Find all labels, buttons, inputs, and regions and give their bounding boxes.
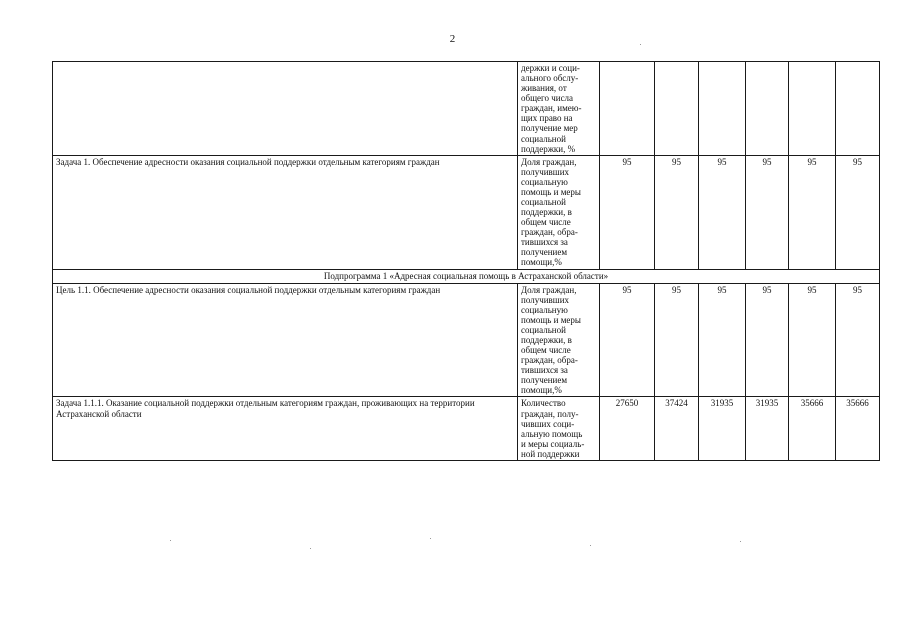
indicator-name: держки и соци- ального обслу- живания, от общего числа граждан, имею- щих право на получение мер социальной поддержки, % — [518, 62, 600, 156]
page-number: 2 — [449, 33, 456, 45]
indicator-value: 95 — [836, 283, 880, 397]
indicator-value: 95 — [746, 283, 789, 397]
subprogram-title: Подпрограмма 1 «Адресная социальная помощь в Астраханской области» — [53, 269, 880, 283]
indicator-value: 95 — [836, 155, 880, 269]
table-row — [53, 397, 880, 460]
indicator-value: 35666 — [789, 397, 836, 460]
table-row — [53, 283, 880, 397]
goal-task-label: Цель 1.1. Обеспечение адресности оказания социальной поддержки отдельным категориям граждан — [53, 283, 518, 397]
indicator-value: 95 — [699, 155, 746, 269]
indicator-name: Доля граждан, получивших социальную помощь и меры социальной поддержки, в общем числе граждан, обра- тившихся за получением помощи,% — [518, 155, 600, 269]
indicator-value: 95 — [655, 283, 699, 397]
indicator-value: 95 — [789, 283, 836, 397]
indicators-table — [52, 61, 880, 461]
indicator-value: 95 — [600, 283, 655, 397]
goal-task-label: Задача 1.1.1. Оказание социальной поддержки отдельным категориям граждан, проживающих на территории Астраханской области — [53, 397, 518, 460]
indicator-value: 95 — [699, 283, 746, 397]
indicator-value — [746, 62, 789, 156]
indicator-name: Количество граждан, полу- чивших соци- альную помощь и меры социаль- ной поддержки — [518, 397, 600, 460]
indicator-value — [789, 62, 836, 156]
table-subheader-row — [53, 269, 880, 283]
indicator-value: 95 — [789, 155, 836, 269]
indicator-value — [655, 62, 699, 156]
indicator-value: 37424 — [655, 397, 699, 460]
indicator-value — [836, 62, 880, 156]
indicator-value: 35666 — [836, 397, 880, 460]
table-row — [53, 155, 880, 269]
indicator-value — [600, 62, 655, 156]
indicator-value: 95 — [600, 155, 655, 269]
table-row — [53, 62, 880, 156]
indicator-value: 31935 — [699, 397, 746, 460]
indicator-value — [699, 62, 746, 156]
goal-task-label: Задача 1. Обеспечение адресности оказания социальной поддержки отдельным категориям граждан — [53, 155, 518, 269]
indicator-value: 95 — [655, 155, 699, 269]
indicator-value: 31935 — [746, 397, 789, 460]
goal-task-label — [53, 62, 518, 156]
indicator-name: Доля граждан, получивших социальную помощь и меры социальной поддержки, в общем числе граждан, обра- тившихся за получением помощи,% — [518, 283, 600, 397]
indicator-value: 27650 — [600, 397, 655, 460]
indicator-value: 95 — [746, 155, 789, 269]
